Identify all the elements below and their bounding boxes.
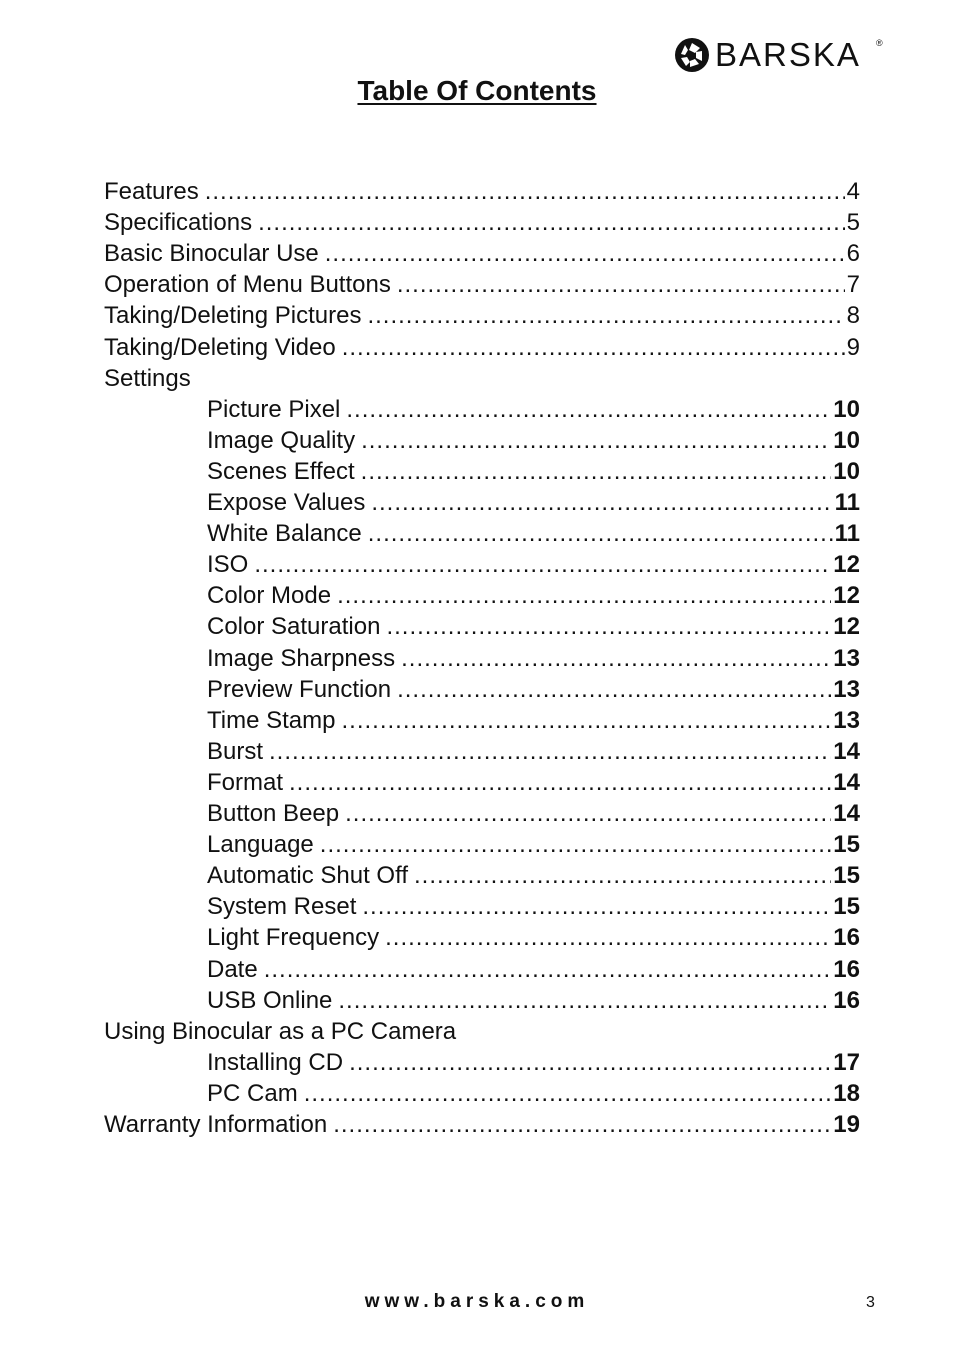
toc-entry[interactable]: [104, 1016, 860, 1047]
toc-dot-leader: [320, 829, 832, 860]
toc-dot-leader: [269, 736, 831, 767]
brand-name: BARSKA: [715, 36, 861, 73]
toc-entry-label: Specifications: [104, 209, 253, 237]
toc-entry-page: 17: [833, 1048, 860, 1076]
toc-dot-leader: [342, 332, 845, 363]
toc-dot-leader: [361, 456, 832, 487]
toc-entry-label: USB Online: [207, 986, 333, 1014]
toc-entry[interactable]: [207, 518, 860, 549]
toc-entry-label: Basic Binocular Use: [104, 240, 319, 268]
toc-entry-page: 12: [833, 551, 860, 579]
toc-entry-label: Time Stamp: [207, 706, 336, 734]
toc-entry[interactable]: [104, 363, 860, 394]
toc-entry[interactable]: [104, 300, 860, 331]
toc-entry-page: 14: [833, 768, 860, 796]
toc-entry-page: 5: [846, 209, 860, 237]
toc-entry-page: 15: [833, 862, 860, 890]
toc-entry-label: Expose Values: [207, 489, 366, 516]
toc-dot-leader: [338, 985, 831, 1016]
toc-entry[interactable]: [207, 891, 860, 922]
toc-dot-leader: [371, 487, 832, 518]
toc-entry[interactable]: [207, 1047, 860, 1078]
toc-entry-page: 6: [846, 240, 860, 268]
toc-entry-label: Picture Pixel: [207, 395, 341, 423]
registered-mark: ®: [876, 38, 883, 48]
toc-entry[interactable]: [207, 860, 860, 891]
toc-entry[interactable]: [207, 705, 860, 736]
toc-dot-leader: [264, 954, 832, 985]
toc-entry-label: Installing CD: [207, 1048, 344, 1076]
toc-entry-page: 10: [833, 426, 860, 454]
toc-entry[interactable]: [104, 269, 860, 300]
toc-entry-page: 16: [833, 986, 860, 1014]
toc-entry-label: Features: [104, 178, 199, 205]
toc-entry-label: Color Mode: [207, 582, 332, 610]
toc-entry[interactable]: [207, 456, 860, 487]
toc-entry[interactable]: [207, 611, 860, 642]
toc-entry-page: 11: [834, 520, 860, 548]
toc-entry[interactable]: [207, 954, 860, 985]
toc-dot-leader: [368, 518, 833, 549]
toc-entry-page: 14: [833, 737, 860, 765]
toc-entry[interactable]: [207, 643, 860, 674]
toc-entry-label: Button Beep: [207, 800, 340, 827]
brand-logo: [673, 36, 888, 74]
toc-dot-leader: [401, 643, 831, 674]
toc-entry-page: 12: [833, 613, 860, 641]
toc-entry-page: 13: [833, 706, 860, 734]
toc-dot-leader: [367, 300, 844, 331]
page-number: 3: [866, 1294, 875, 1311]
toc-entry-page: 13: [833, 644, 860, 672]
toc-entry-page: 16: [833, 924, 860, 952]
toc-entry-page: 12: [833, 582, 860, 610]
toc-entry[interactable]: [207, 985, 860, 1016]
toc-entry-label: White Balance: [207, 520, 362, 548]
toc-entry[interactable]: [207, 580, 860, 611]
toc-entry[interactable]: [207, 674, 860, 705]
toc-dot-leader: [397, 674, 831, 705]
toc-entry-label: Image Quality: [207, 426, 356, 454]
aperture-icon: [673, 36, 711, 74]
toc-entry-label: PC Cam: [207, 1079, 298, 1107]
toc-entry-label: Warranty Information: [104, 1111, 328, 1138]
toc-entry-label: Burst: [207, 737, 264, 765]
toc-entry-page: 10: [833, 395, 860, 423]
toc-entry-label: Format: [207, 768, 284, 796]
toc-entry[interactable]: [207, 922, 860, 953]
toc-entry-page: 18: [833, 1079, 860, 1107]
toc-entry[interactable]: [207, 829, 860, 860]
toc-entry[interactable]: [207, 549, 860, 580]
toc-dot-leader: [414, 860, 831, 891]
toc-dot-leader: [205, 176, 845, 207]
toc-dot-leader: [254, 549, 831, 580]
toc-dot-leader: [337, 580, 831, 611]
footer-url[interactable]: www.barska.com: [364, 1291, 590, 1312]
toc-entry-page: 19: [833, 1111, 860, 1138]
toc-entry-page: 15: [833, 831, 860, 859]
toc-entry-page: 15: [833, 893, 860, 921]
toc-entry-page: 9: [846, 333, 860, 361]
toc-entry[interactable]: [104, 238, 860, 269]
toc-entry-label: Scenes Effect: [207, 457, 355, 485]
page-title: Table Of Contents: [357, 75, 597, 106]
toc-entry-page: 10: [833, 457, 860, 485]
toc-entry[interactable]: [207, 736, 860, 767]
toc-dot-leader: [258, 207, 845, 238]
toc-dot-leader: [361, 425, 831, 456]
toc-entry-label: Using Binocular as a PC Camera: [104, 1017, 457, 1045]
toc-entry-label: ISO: [207, 551, 249, 579]
toc-entry-page: 4: [846, 178, 860, 205]
toc-entry[interactable]: [207, 487, 860, 518]
toc-entry[interactable]: [207, 394, 860, 425]
toc-entry-label: Automatic Shut Off: [207, 862, 408, 890]
toc-dot-leader: [346, 394, 831, 425]
toc-entry[interactable]: [104, 332, 860, 363]
toc-entry-page: 14: [833, 800, 860, 827]
toc-entry-label: Language: [207, 831, 314, 859]
toc-dot-leader: [289, 767, 831, 798]
toc-entry[interactable]: [207, 767, 860, 798]
toc-dot-leader: [362, 891, 831, 922]
toc-dot-leader: [397, 269, 845, 300]
toc-entry-label: Color Saturation: [207, 613, 381, 641]
toc-entry-label: System Reset: [207, 893, 357, 921]
toc-dot-leader: [349, 1047, 831, 1078]
toc-entry-page: 16: [833, 955, 860, 983]
toc-dot-leader: [325, 238, 845, 269]
toc-entry-label: Settings: [104, 364, 191, 392]
toc-entry[interactable]: [207, 1078, 860, 1109]
toc-dot-leader: [341, 705, 831, 736]
toc-dot-leader: [386, 611, 831, 642]
toc-entry-page: 8: [846, 302, 860, 330]
toc-entry[interactable]: [104, 207, 860, 238]
toc-dot-leader: [304, 1078, 832, 1109]
toc-entry[interactable]: [104, 176, 860, 207]
toc-entry-label: Image Sharpness: [207, 644, 396, 672]
toc-entry-label: Taking/Deleting Video: [104, 333, 336, 361]
toc-entry[interactable]: [207, 425, 860, 456]
toc-entry-label: Operation of Menu Buttons: [104, 271, 391, 299]
toc-entry-page: 13: [833, 675, 860, 703]
toc-entry-label: Light Frequency: [207, 924, 380, 952]
toc-entry-label: Taking/Deleting Pictures: [104, 302, 362, 330]
toc-entry-label: Preview Function: [207, 675, 392, 703]
toc-entry-page: 11: [834, 489, 860, 516]
toc-entry-label: Date: [207, 955, 258, 983]
toc-dot-leader: [385, 922, 831, 953]
toc-dot-leader: [345, 798, 831, 829]
toc-dot-leader: [333, 1109, 831, 1140]
toc-entry[interactable]: [104, 1109, 860, 1140]
toc-entry-page: 7: [846, 271, 860, 299]
toc-entry[interactable]: [207, 798, 860, 829]
